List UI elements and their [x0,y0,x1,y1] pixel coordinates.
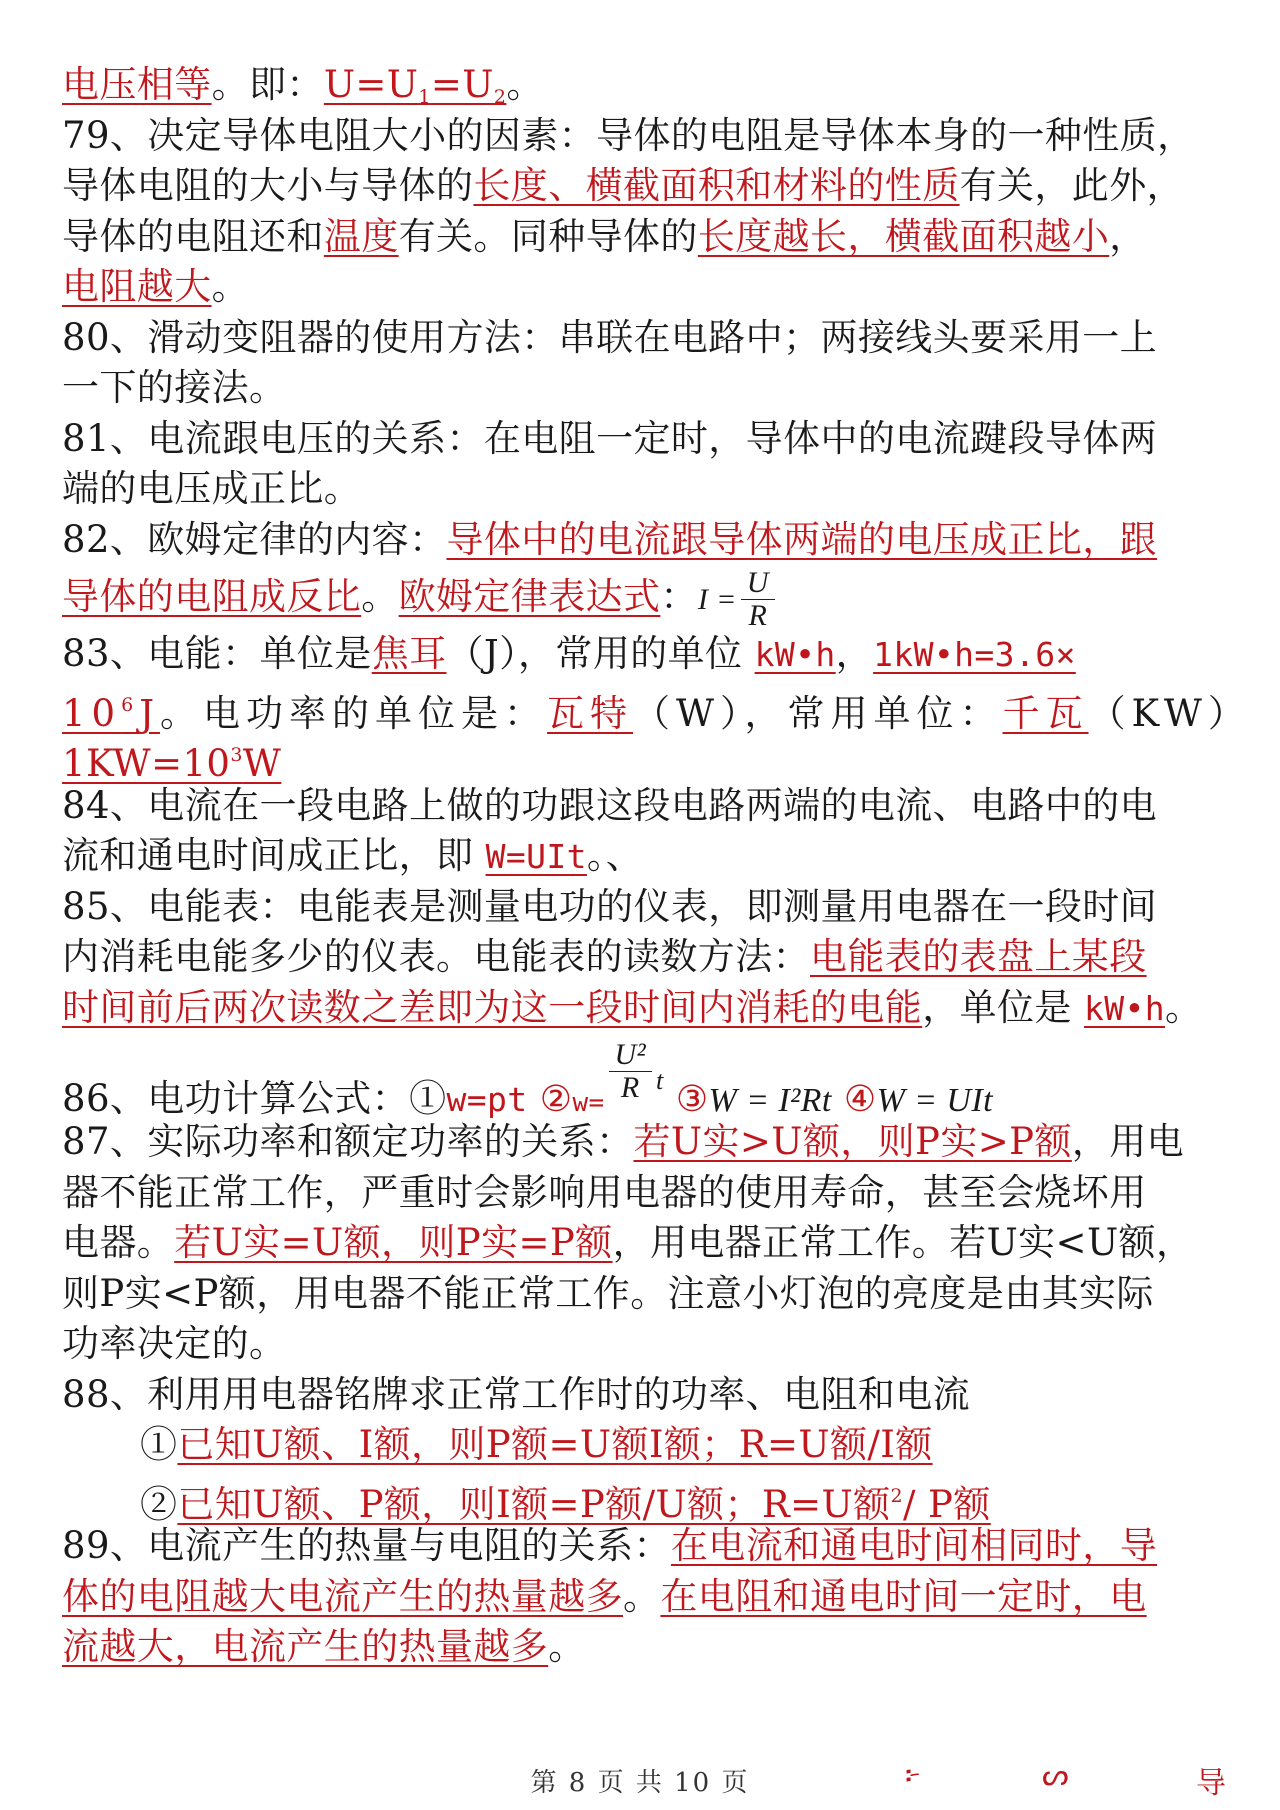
watermark-mark: 导 [1196,1766,1226,1801]
document-body [62,60,1251,1673]
text: ， [835,632,874,675]
highlight-known-u-i: 已知U额、I额，则P额=U额I额；R=U额/I额 [177,1423,933,1466]
item-80-line-1: 80、滑动变阻器的使用方法：串联在电路中；两接线头要采用一上 [62,315,1158,359]
text: 导体电阻的大小与导体的 [62,164,474,207]
highlight-equal-voltage: 电压相等 [62,63,212,106]
item-87-line-2: 器不能正常工作，严重时会影响用电器的使用寿命，甚至会烧坏用 [62,1170,1147,1214]
text: 有关，此外， [959,164,1185,207]
text: =U [430,63,494,106]
highlight-watt: 瓦特 [547,691,634,735]
text: 86、电功计算公式： [62,1077,410,1120]
highlight-reading-method-2: 时间前后两次读数之差即为这一段时间内消耗的电能 [62,985,923,1029]
highlight-known-u-p [177,1483,990,1526]
page-footer: 第 8 页 共 10 页 [530,1768,750,1798]
text: J [139,691,161,735]
item-83-line-1 [62,629,1230,680]
text: ，用电 [1071,1120,1185,1163]
text: ，单位是 [922,985,1084,1029]
highlight-kwh-unit: kW•h [1083,988,1166,1028]
formula-w-prefix: w= [572,1088,605,1118]
superscript: 3 [230,744,243,766]
formula-u2-over-r [609,1039,652,1104]
highlight-factors: 长度、横截面积和材料的性质 [473,164,960,207]
circled-number: ② [140,1482,178,1526]
highlight-rated: 若U实=U额，则P实=P额 [174,1221,613,1264]
item-83-line-3 [62,730,1230,785]
item-84-line-2 [62,831,1230,882]
text: ： [660,575,698,618]
numerator: U [741,567,775,600]
text: 电器。 [62,1221,175,1264]
text: 。 [623,1574,661,1618]
highlight-kwh-conversion: 1kW•h=3.6× [873,635,1076,674]
text: 。电功率的单位是： [160,691,548,735]
circled-number: ① [409,1077,447,1120]
highlight-heat-3: 在电阻和通电时间一定时，电 [660,1574,1147,1618]
text: 已知U额、P额，则I额=P额/U额；R=U额 [177,1482,891,1526]
text: （J），常用的单位 [446,632,755,675]
item-89-line-2 [62,1572,1230,1623]
item-80-line-2: 一下的接法。 [62,366,287,409]
highlight-ohm-law-2: 导体的电阻成反比 [62,575,362,618]
text: 流和通电时间成正比，即 [62,834,486,877]
highlight-over-rated: 若U实>U额，则P实>P额 [633,1120,1072,1163]
item-81-line-1: 81、电流跟电压的关系：在电阻一定时，导体中的电流踺段导体两 [62,416,1158,460]
item-85-line-3 [62,983,1230,1034]
ohm-formula-lhs: I = [697,583,737,616]
item-87-line-5: 功率决定的。 [62,1322,287,1365]
highlight-kw-conversion [62,742,281,785]
text: 。、 [586,834,644,877]
highlight-kwh: kW•h [754,635,836,674]
ohm-formula-fraction [741,567,775,632]
text: 。 [506,63,544,106]
highlight-power-of-ten [62,692,160,735]
highlight-heat-4: 流越大，电流产生的热量越多 [62,1625,549,1668]
item-82-line-2 [62,565,1230,632]
item-81-line-2: 端的电压成正比。 [62,467,362,510]
denominator: R [748,599,768,632]
text: 10 [62,691,122,735]
item-82-line-1 [62,515,1230,566]
highlight-resistance-larger: 电阻越大 [62,265,212,308]
circled-number: ② [539,1079,573,1120]
subscript: 2 [493,86,507,108]
highlight-reading-method: 电能表的表盘上某段 [810,935,1147,978]
item-79-line-2 [62,161,1230,212]
highlight-ohm-law: 导体中的电流跟导体两端的电压成正比，跟 [446,517,1158,561]
formula-uit: W = UIt [876,1082,993,1119]
item-88-line-1: 88、利用用电器铭牌求正常工作时的功率、电阻和电流 [62,1372,971,1416]
watermark-mark: ፦ [905,1758,921,1793]
subscript: 1 [418,86,431,108]
formula-i2rt: W = I²Rt [708,1082,832,1119]
text: （KW） [1088,691,1251,735]
text: ， [1109,214,1147,258]
text: 87、实际功率和额定功率的关系： [62,1120,634,1163]
text: 导体的电阻还和 [62,214,324,258]
item-79-line-4 [62,262,1230,313]
text: W [242,742,282,785]
text: 。 [548,1625,586,1668]
item-89-line-3 [62,1622,1230,1673]
item-89-line-1 [62,1521,1230,1572]
formula-u [324,63,507,106]
item-79-line-1: 79、决定导体电阻大小的因素：导体的电阻是导体本身的一种性质， [62,113,1195,157]
highlight-kilowatt: 千瓦 [1002,691,1089,735]
formula-w-pt: w=pt [446,1080,528,1119]
text: 。 [1165,985,1203,1029]
highlight-w-uit: W=UIt [485,837,587,876]
item-87-line-4: 则P实<P额，用电器不能正常工作。注意小灯泡的亮度是由其实际 [62,1271,1154,1315]
item-87-line-1 [62,1117,1230,1168]
text: 1KW=10 [62,742,231,785]
highlight-heat-2: 体的电阻越大电流产生的热量越多 [62,1574,623,1618]
line-1 [62,60,1230,111]
text: （W），常用单位： [633,691,1003,735]
text: / P额 [903,1482,991,1526]
text: 。即： [211,63,324,106]
highlight-ohm-expression: 欧姆定律表达式 [398,575,661,618]
text: 89、电流产生的热量与电阻的关系： [62,1524,671,1567]
item-85-line-2 [62,932,1230,983]
item-87-line-3 [62,1218,1230,1269]
formula-t: t [656,1066,664,1095]
text: 83、电能：单位是 [62,632,372,675]
circled-number: ④ [843,1079,877,1120]
watermark-mark: ᔕ [1042,1758,1069,1793]
item-88-line-3 [62,1471,1230,1526]
denominator: R [620,1071,640,1104]
highlight-joule: 焦耳 [371,632,447,675]
item-85-line-1: 85、电能表：电能表是测量电功的仪表，即测量用电器在一段时间 [62,884,1158,928]
text: ，用电器正常工作。若U实<U额， [612,1221,1194,1264]
numerator: U² [609,1039,652,1072]
text: 82、欧姆定律的内容： [62,517,447,561]
item-83-line-2 [62,680,1251,735]
text: 。 [361,575,399,618]
text: 。 [211,265,250,308]
highlight-length-area: 长度越长，横截面积越小 [697,214,1110,258]
superscript: 2 [890,1484,903,1507]
item-84-line-1: 84、电流在一段电路上做的功跟这段电路两端的电流、电路中的电 [62,783,1158,827]
circled-number: ① [140,1423,178,1466]
text: 有关。同种导体的 [398,214,698,258]
highlight-temperature: 温度 [323,214,399,258]
text: U=U [323,63,419,106]
item-88-line-2 [62,1420,1230,1471]
text: 内消耗电能多少的仪表。电能表的读数方法： [62,935,810,978]
item-86 [62,1033,1230,1120]
circled-number: ③ [675,1079,709,1120]
highlight-heat-1: 在电流和通电时间相同时，导 [670,1524,1158,1567]
item-79-line-3 [62,212,1230,263]
superscript: 6 [121,693,140,716]
